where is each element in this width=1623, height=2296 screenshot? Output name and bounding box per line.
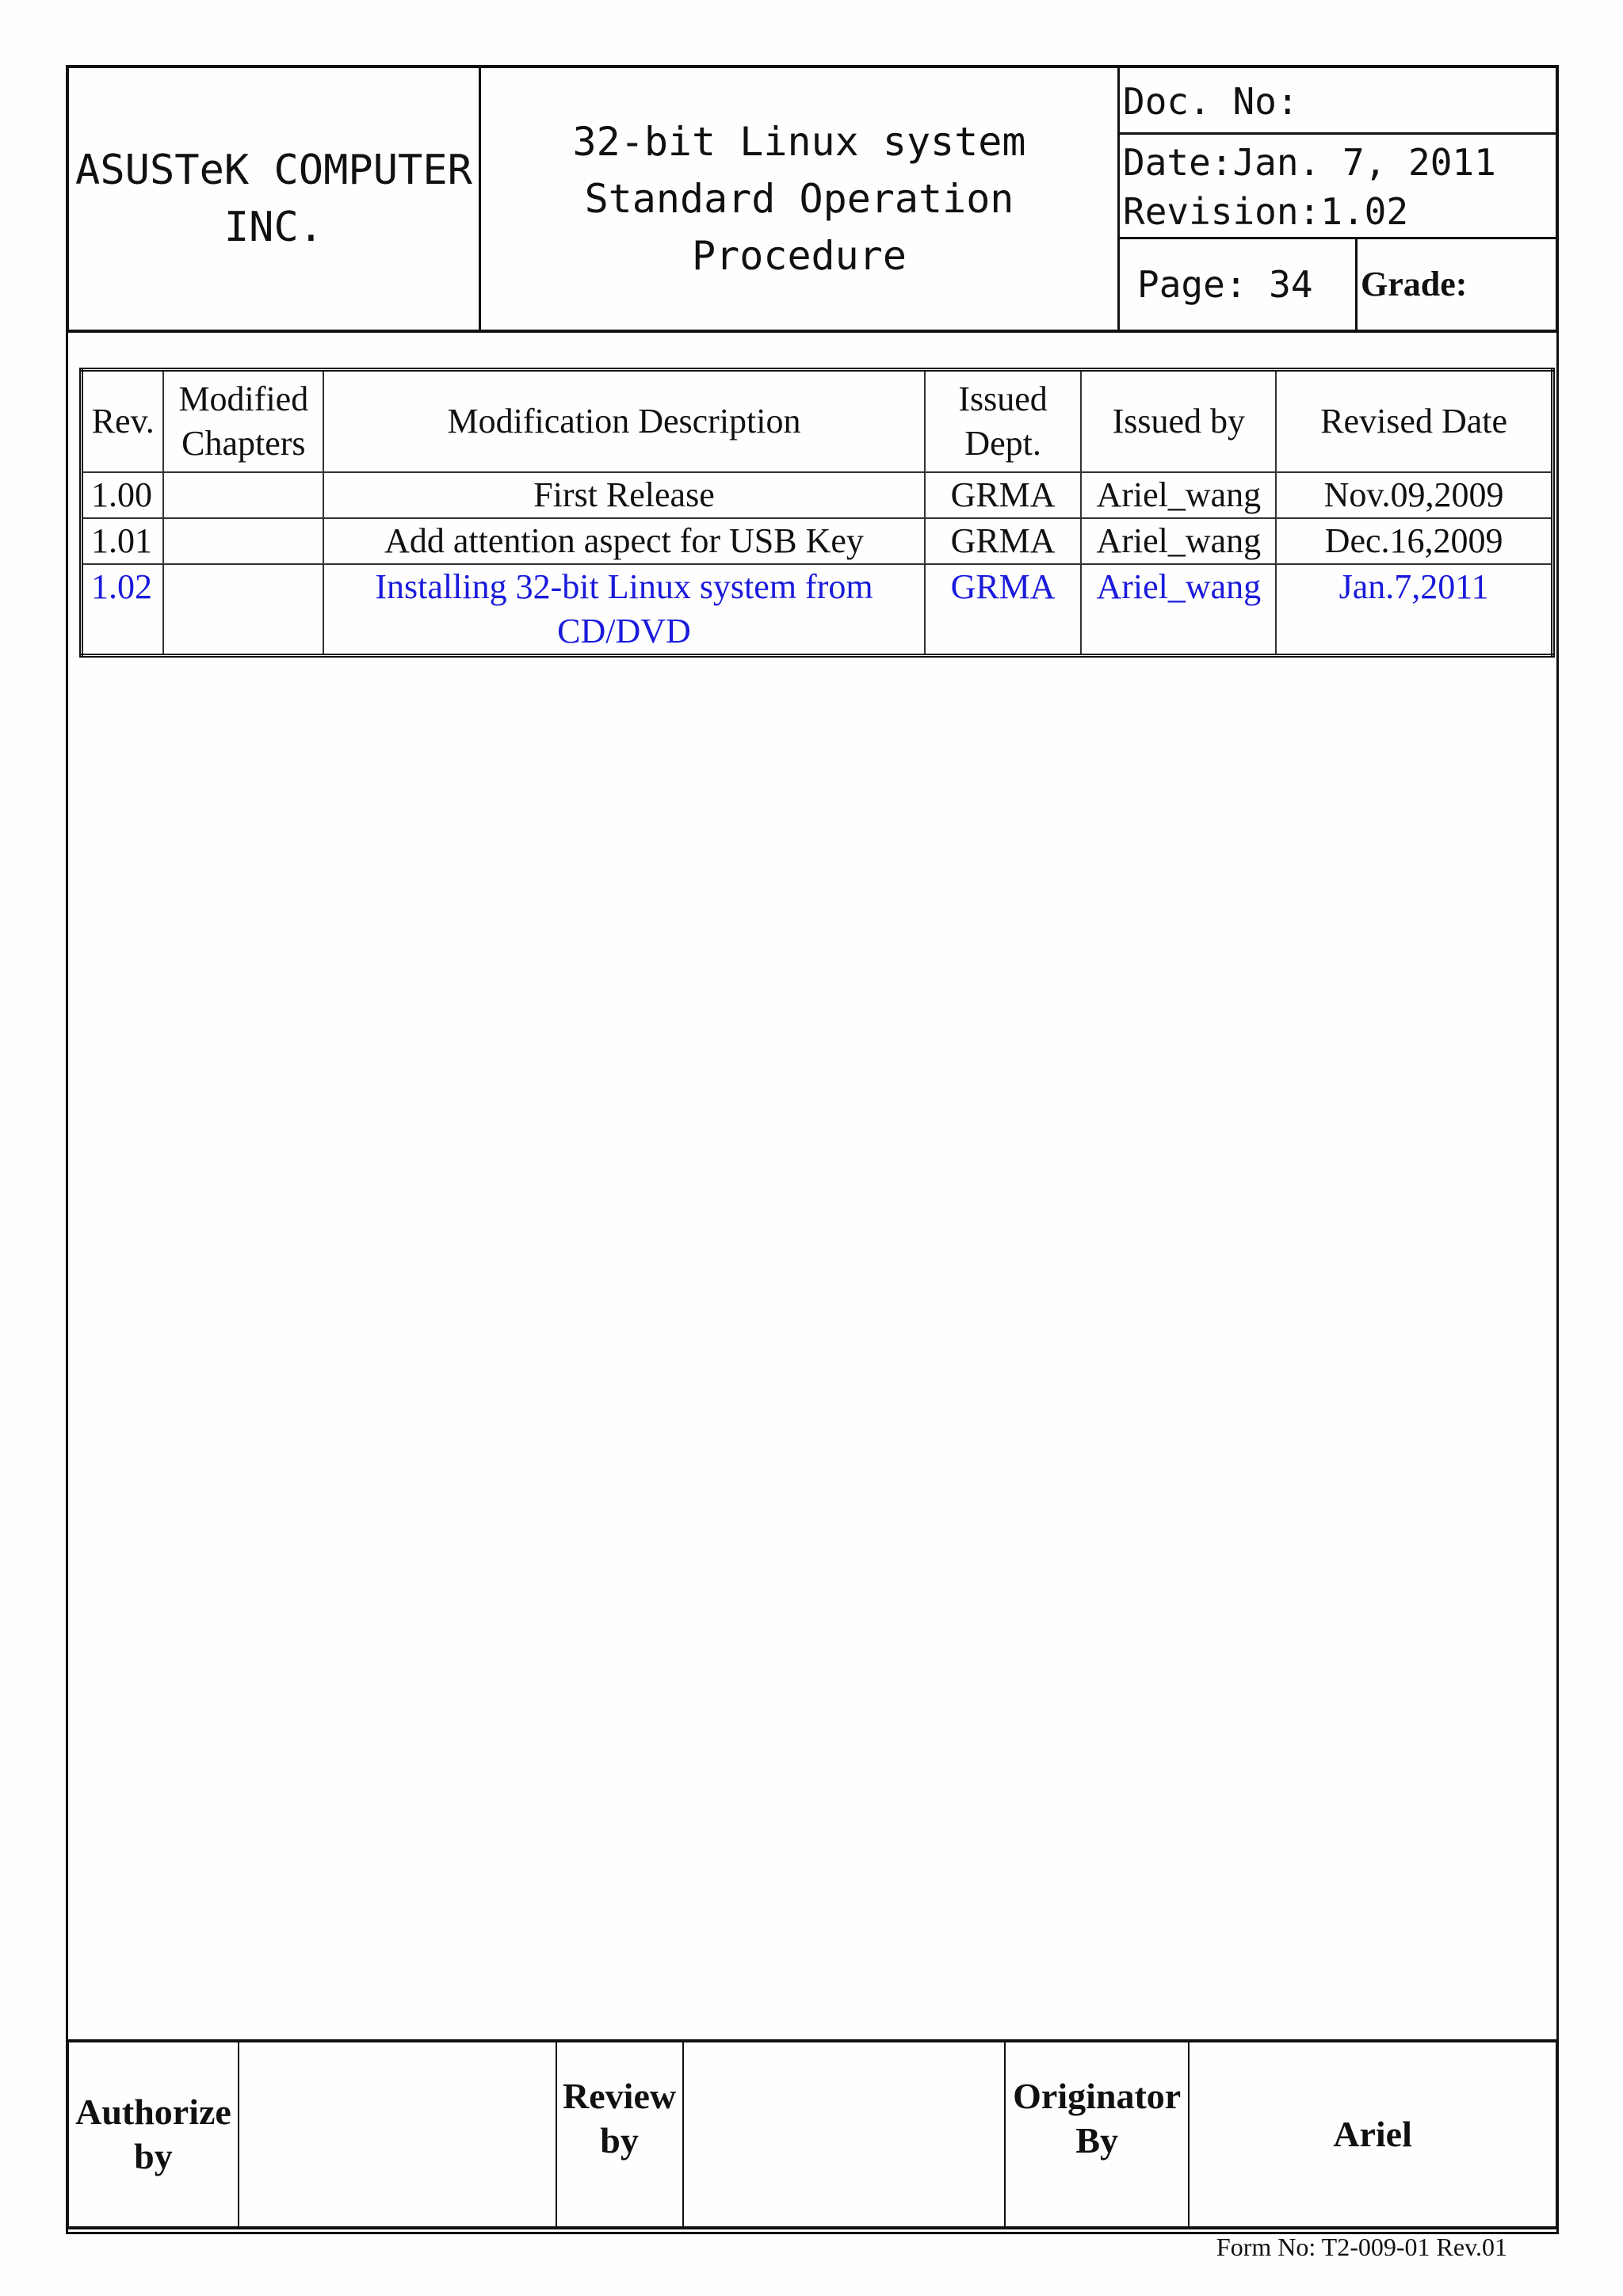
originator-value: Ariel [1189, 2041, 1557, 2228]
authorize-label-line1: Authorize [75, 2092, 231, 2132]
cell-chapters [163, 564, 323, 656]
header-chapters-line2: Chapters [181, 424, 306, 463]
cell-date: Dec.16,2009 [1276, 518, 1552, 564]
cell-chapters [163, 472, 323, 518]
document-revision: Revision:1.02 [1123, 190, 1409, 233]
approval-footer [66, 2039, 1559, 2229]
authorize-label-line2: by [134, 2136, 173, 2176]
cell-description [323, 564, 925, 656]
document-title-line2: Standard Operation Procedure [584, 176, 1014, 279]
review-label [556, 2041, 683, 2228]
document-title [481, 68, 1120, 330]
review-label-line1: Review [563, 2076, 677, 2116]
table-row [82, 472, 1553, 518]
header-chapters-line1: Modified [178, 379, 309, 418]
originator-label-line2: By [1075, 2120, 1119, 2161]
authorize-value [239, 2041, 556, 2228]
table-row [82, 564, 1553, 656]
cell-dept: GRMA [925, 564, 1082, 656]
company-name [69, 68, 481, 330]
cell-chapters [163, 518, 323, 564]
table-row [82, 518, 1553, 564]
cell-dept: GRMA [925, 518, 1082, 564]
document-date: Date:Jan. 7, 2011 [1123, 141, 1496, 184]
header-revised-date: Revised Date [1276, 370, 1552, 473]
header-description: Modification Description [323, 370, 925, 473]
cell-date: Jan.7,2011 [1276, 564, 1552, 656]
header-issued-dept [925, 370, 1082, 473]
cell-description: Add attention aspect for USB Key [323, 518, 925, 564]
document-header [66, 65, 1559, 333]
review-label-line2: by [600, 2120, 639, 2161]
cell-issued-by: Ariel_wang [1081, 564, 1276, 656]
cell-dept: GRMA [925, 472, 1082, 518]
originator-label-line1: Originator [1013, 2076, 1182, 2116]
cell-issued-by: Ariel_wang [1081, 518, 1276, 564]
date-revision [1120, 135, 1556, 239]
header-issued-by: Issued by [1081, 370, 1276, 473]
doc-number: Doc. No: [1120, 68, 1556, 135]
cell-description-line1: Installing 32-bit Linux system from [375, 567, 873, 606]
page-number: Page: 34 [1120, 239, 1358, 330]
header-rev: Rev. [82, 370, 164, 473]
cell-rev: 1.00 [82, 472, 164, 518]
cell-date: Nov.09,2009 [1276, 472, 1552, 518]
table-header-row [82, 370, 1553, 473]
grade-label: Grade: [1361, 265, 1468, 303]
header-dept-line1: Issued [958, 379, 1048, 418]
cell-issued-by: Ariel_wang [1081, 472, 1276, 518]
document-title-line1: 32-bit Linux system [572, 119, 1026, 165]
cell-description: First Release [323, 472, 925, 518]
cell-description-line2: CD/DVD [557, 612, 691, 650]
form-number: Form No: T2-009-01 Rev.01 [1216, 2233, 1507, 2261]
cell-rev: 1.02 [82, 564, 164, 656]
company-name-line1: ASUSTeK COMPUTER [75, 147, 472, 194]
revision-history-table [79, 368, 1555, 658]
authorize-label [67, 2041, 239, 2228]
header-modified-chapters [163, 370, 323, 473]
cell-rev: 1.01 [82, 518, 164, 564]
review-value [683, 2041, 1006, 2228]
header-dept-line2: Dept. [964, 424, 1041, 463]
company-name-line2: INC. [223, 204, 324, 251]
originator-label [1005, 2041, 1189, 2228]
